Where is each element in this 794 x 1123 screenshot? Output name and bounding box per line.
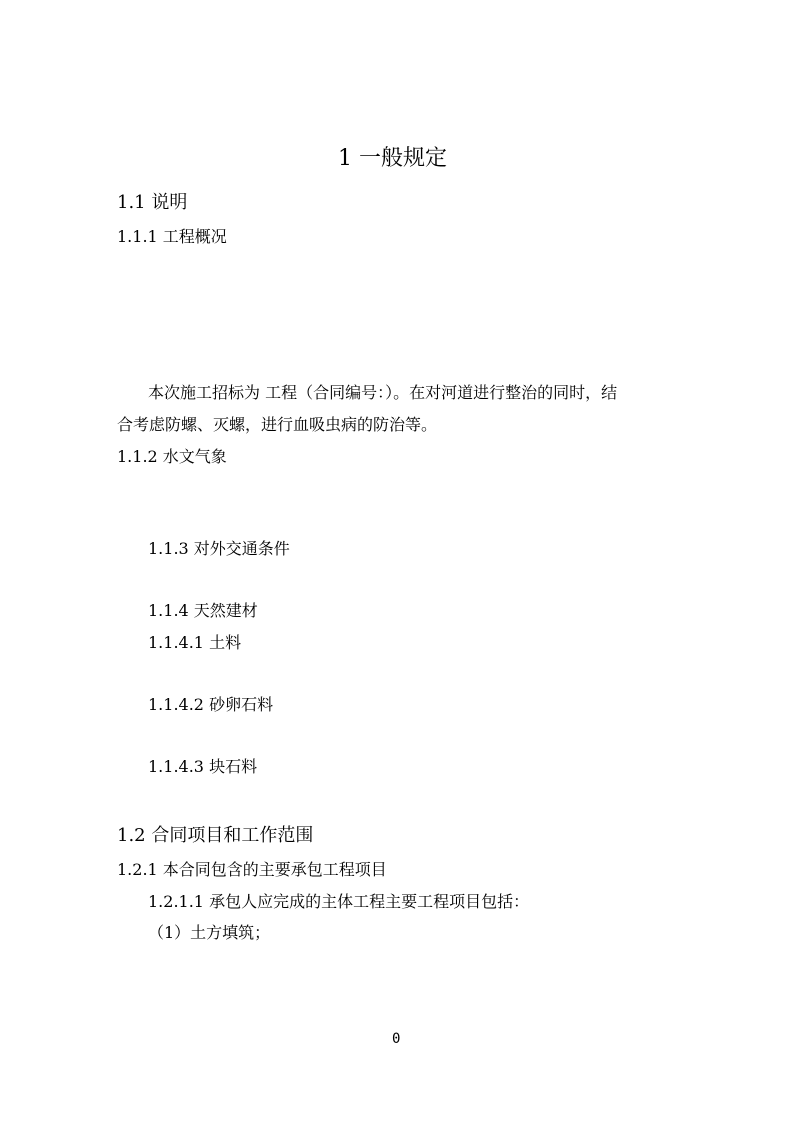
subsection-heading: 1.1.1 工程概况 xyxy=(117,227,227,246)
chapter-title: 1 一般规定 xyxy=(338,146,447,171)
subsubsection-heading: 1.1.4.2 砂卵石料 xyxy=(148,695,274,714)
section-heading: 1.1 说明 xyxy=(117,192,188,213)
subsection-heading: 1.2.1 本合同包含的主要承包工程项目 xyxy=(117,860,387,879)
list-item: （1）土方填筑； xyxy=(148,923,271,942)
subsubsection-heading: 1.2.1.1 承包人应完成的主体工程主要工程项目包括： xyxy=(148,892,530,911)
subsubsection-heading: 1.1.4.3 块石料 xyxy=(148,757,258,776)
subsection-heading: 1.1.3 对外交通条件 xyxy=(148,539,290,558)
subsection-heading: 1.1.4 天然建材 xyxy=(148,601,258,620)
subsubsection-heading: 1.1.4.1 土料 xyxy=(148,633,242,652)
subsection-heading: 1.1.2 水文气象 xyxy=(117,447,227,466)
section-heading: 1.2 合同项目和工作范围 xyxy=(117,825,314,846)
page-number: 0 xyxy=(392,1031,401,1047)
paragraph-line: 本次施工招标为 工程（合同编号：）。在对河道进行整治的同时，结 xyxy=(148,383,618,402)
paragraph-line: 合考虑防螺、灭螺，进行血吸虫病的防治等。 xyxy=(117,415,438,434)
